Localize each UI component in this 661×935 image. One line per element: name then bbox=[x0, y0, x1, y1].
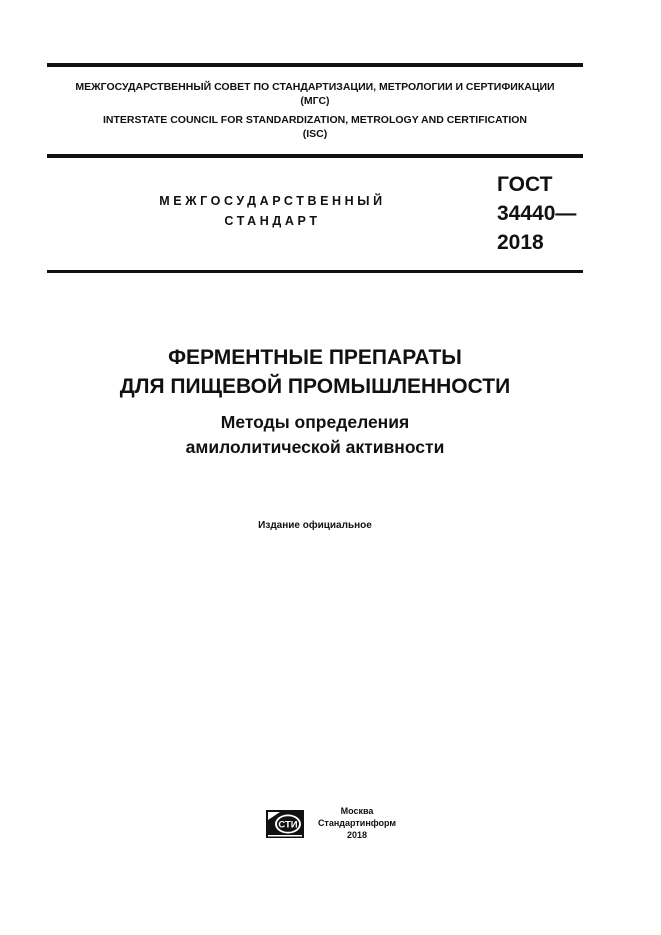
subtitle-line2: амилолитической активности bbox=[185, 437, 445, 457]
gost-label: ГОСТ bbox=[497, 173, 553, 196]
header-rule bbox=[47, 154, 583, 158]
council-ru-abbr: (МГС) bbox=[300, 95, 330, 107]
publisher-city: Москва bbox=[340, 806, 374, 816]
document-subtitle bbox=[47, 410, 583, 460]
title-line1: ФЕРМЕНТНЫЕ ПРЕПАРАТЫ bbox=[168, 346, 462, 369]
designation-rule bbox=[47, 270, 583, 273]
subtitle-line1: Методы определения bbox=[220, 412, 410, 432]
standard-type-line1: МЕЖГОСУДАРСТВЕННЫЙ bbox=[159, 194, 386, 208]
council-en-name: INTERSTATE COUNCIL FOR STANDARDIZATION, METROLOGY AND CERTIFICATION bbox=[102, 114, 528, 126]
title-line2: ДЛЯ ПИЩЕВОЙ ПРОМЫШЛЕННОСТИ bbox=[119, 375, 511, 398]
gost-number: 34440— bbox=[497, 202, 577, 225]
top-rule bbox=[47, 63, 583, 67]
gost-year: 2018 bbox=[497, 231, 544, 254]
council-en-abbr: (ISC) bbox=[302, 128, 328, 140]
standard-type-label bbox=[150, 191, 395, 231]
publisher-year: 2018 bbox=[346, 830, 368, 840]
publisher-info bbox=[305, 805, 409, 841]
standard-type-line2: СТАНДАРТ bbox=[224, 214, 321, 228]
council-ru-name: МЕЖГОСУДАРСТВЕННЫЙ СОВЕТ ПО СТАНДАРТИЗАЦИИ, МЕТРОЛОГИИ И СЕРТИФИКАЦИИ bbox=[75, 81, 555, 93]
council-header bbox=[47, 80, 583, 141]
logo-text: СТИ bbox=[278, 819, 298, 831]
gost-designation bbox=[497, 170, 576, 257]
publisher-name: Стандартинформ bbox=[317, 818, 397, 828]
edition-label: Издание официальное bbox=[258, 520, 372, 531]
document-title bbox=[47, 343, 583, 401]
standartinform-logo-icon bbox=[266, 810, 304, 838]
